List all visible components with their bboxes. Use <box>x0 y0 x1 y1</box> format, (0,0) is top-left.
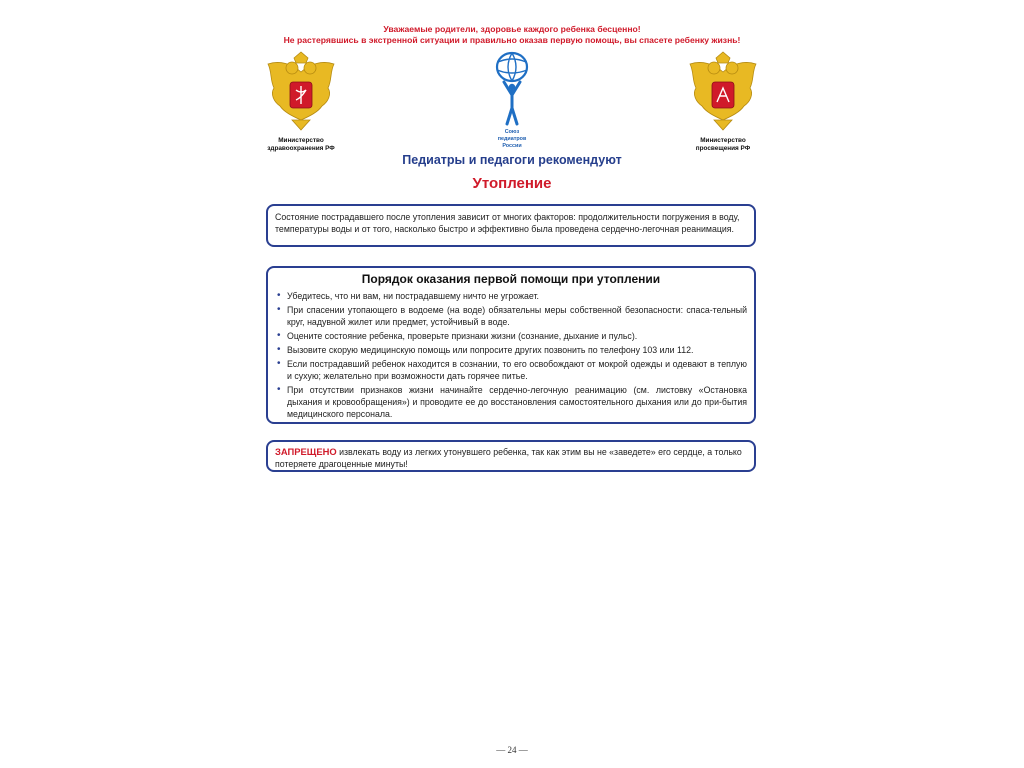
step-text: При отсутствии признаков жизни начинайте сердечно-легочную реанимацию (см. листовку «Остановка дыхания и кровообращения») и проводите ее до восстановления самостоятельного дыхания или до при-бытия медицинского персонала. <box>287 385 747 419</box>
steps-title: Порядок оказания первой помощи при утоплении <box>361 272 661 286</box>
list-item <box>275 304 747 328</box>
bullet-icon: • <box>277 304 281 315</box>
union-label-line1: Союз <box>504 129 520 135</box>
step-text: Оцените состояние ребенка, проверьте признаки жизни (сознание, дыхание и пульс). <box>287 331 638 341</box>
ministry-health-label-line2: здравоохранения РФ <box>267 145 335 152</box>
bullet-icon: • <box>277 344 281 355</box>
bullet-icon: • <box>277 290 281 301</box>
intro-text: Состояние пострадавшего после утопления зависит от многих факторов: продолжительности погружения в воду, температуры воды и от того, насколько быстро и эффективно была проведена сердечно-легочная реанимация. <box>275 212 740 234</box>
step-text: Убедитесь, что ни вам, ни пострадавшему ничто не угрожает. <box>287 291 539 301</box>
forbidden-keyword: ЗАПРЕЩЕНО <box>275 446 337 457</box>
list-item <box>275 290 747 302</box>
bullet-icon: • <box>277 358 281 369</box>
forbidden-text: извлекать воду из легких утонувшего ребенка, так как этим вы не «заведете» его сердце, а только потеряете драгоценные минуты! <box>275 447 742 469</box>
forbidden-warning-box <box>266 440 756 472</box>
union-label-line2: педиатров <box>497 136 527 142</box>
step-text: При спасении утопающего в водоеме (на воде) обязательны меры собственной безопасности: спаса-тельный круг, надувной жилет или предмет, устойчивый в воде. <box>287 305 747 327</box>
appeal-line-2: Не растерявшись в экстренной ситуации и правильно оказав первую помощь, вы спасете ребенку жизнь! <box>283 35 741 45</box>
intro-box <box>266 204 756 247</box>
page-title: Утопление <box>472 175 552 192</box>
step-text: Вызовите скорую медицинскую помощь или попросите других позвонить по телефону 103 или 112. <box>287 345 694 355</box>
coat-of-arms-icon <box>262 50 340 132</box>
list-item <box>275 384 747 420</box>
ministry-health-label-line1: Министерство <box>278 137 324 144</box>
union-label-line3: России <box>502 143 522 149</box>
list-item <box>275 344 747 356</box>
subtitle: Педиатры и педагоги рекомендуют <box>402 153 622 167</box>
list-item <box>275 330 747 342</box>
bullet-icon: • <box>277 330 281 341</box>
pediatricians-union-logo <box>490 50 534 130</box>
ministry-education-label-line1: Министерство <box>700 137 746 144</box>
ministry-health-label <box>241 137 361 153</box>
page-number: — 24 — <box>496 745 528 755</box>
list-item <box>275 358 747 382</box>
ministry-education-label-line2: просвещения РФ <box>695 145 751 152</box>
steps-list <box>275 290 747 420</box>
pediatricians-union-label <box>472 129 552 150</box>
ministry-education-label <box>663 137 783 153</box>
first-aid-steps-box <box>266 266 756 424</box>
appeal-line-1: Уважаемые родители, здоровье каждого ребенка бесценно! <box>383 24 641 34</box>
bullet-icon: • <box>277 384 281 395</box>
coat-of-arms-icon <box>684 50 762 132</box>
step-text: Если пострадавший ребенок находится в сознании, то его освобождают от мокрой одежды и одевают в теплую и сухую; желательно при возможности дать горячее питье. <box>287 359 747 381</box>
